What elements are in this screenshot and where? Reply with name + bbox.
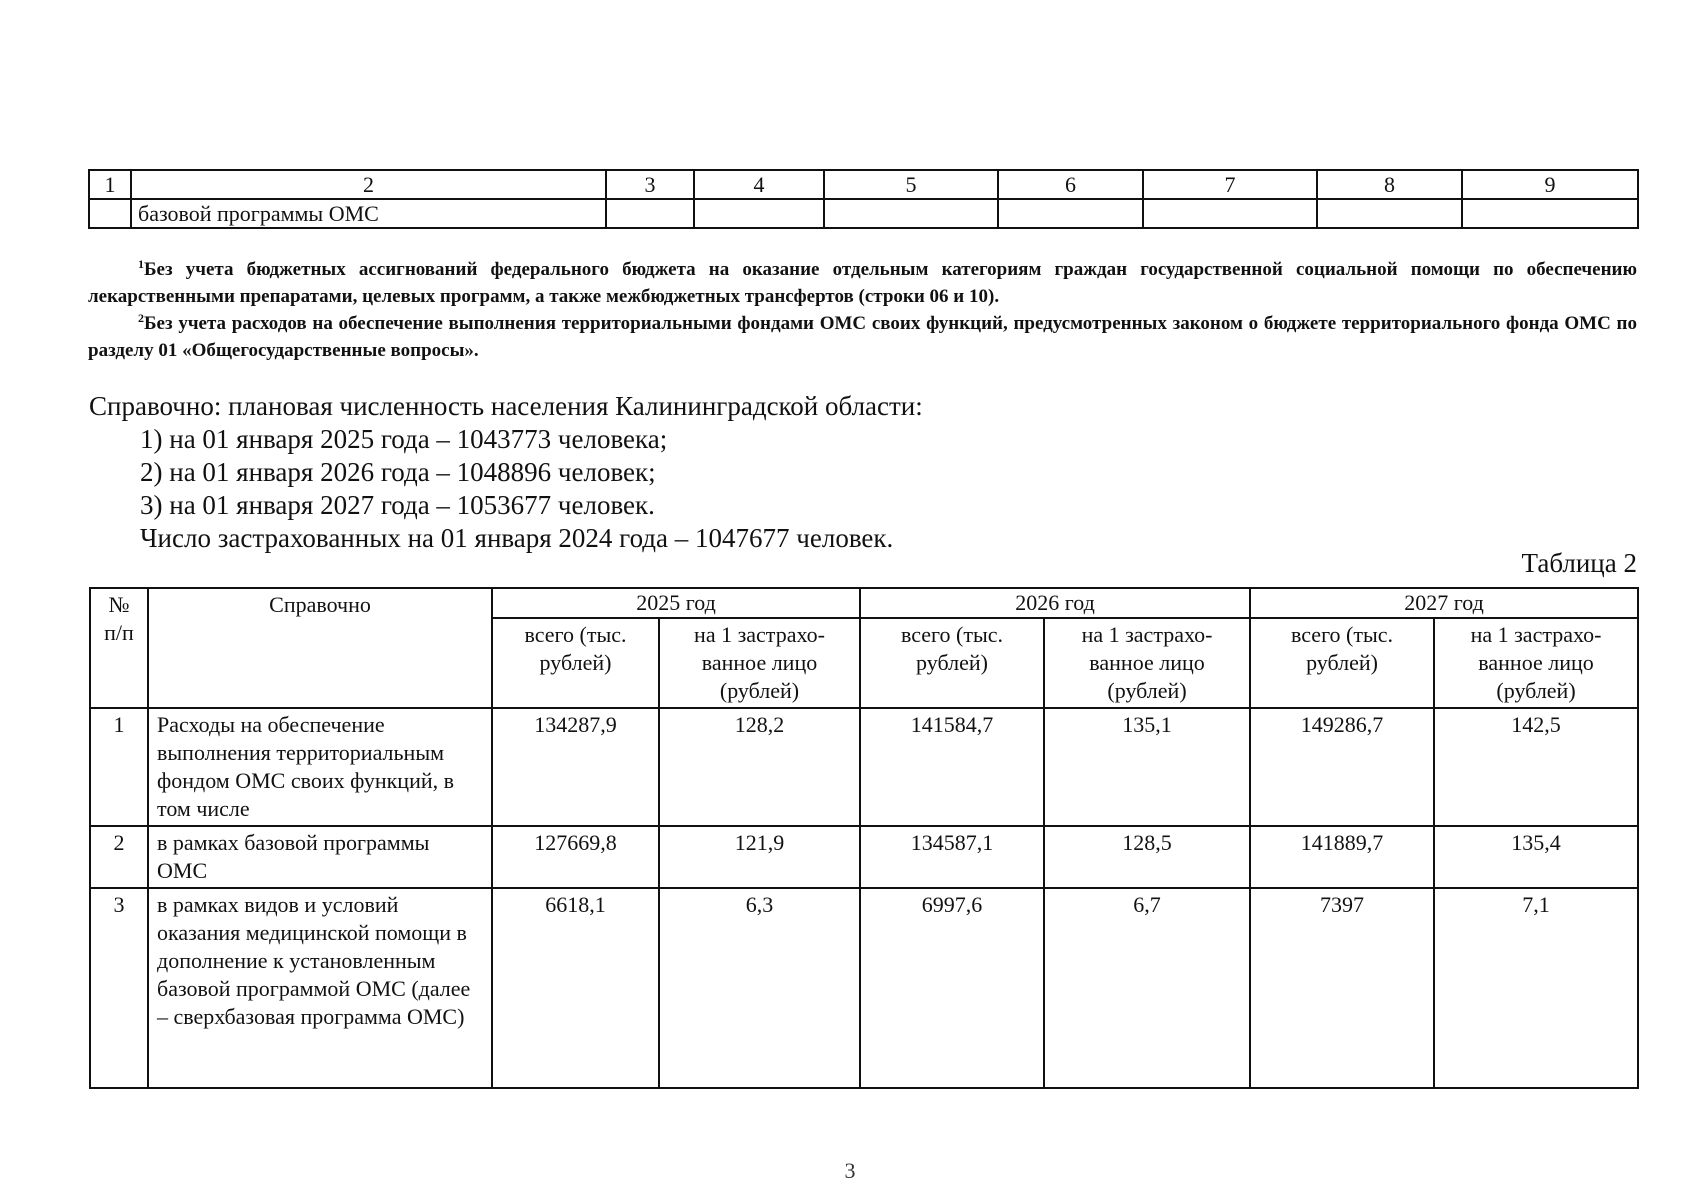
row-number: 1 <box>90 708 148 826</box>
column-header-per-insured: на 1 застрахо-ванное лицо (рублей) <box>659 618 860 708</box>
column-header-total: всего (тыс. рублей) <box>492 618 659 708</box>
value-cell: 121,9 <box>659 826 860 888</box>
column-number: 3 <box>606 170 694 199</box>
reference-item: 3) на 01 января 2027 года – 1053677 человек. <box>140 490 655 520</box>
table-cell <box>606 199 694 228</box>
footnote-mark: 1 <box>138 257 144 271</box>
column-number: 4 <box>694 170 824 199</box>
column-number: 7 <box>1143 170 1317 199</box>
reference-table <box>89 587 1639 1089</box>
value-cell: 6,7 <box>1044 888 1250 1088</box>
table-cell <box>1462 199 1638 228</box>
value-cell: 127669,8 <box>492 826 659 888</box>
value-cell: 134287,9 <box>492 708 659 826</box>
value-cell: 6618,1 <box>492 888 659 1088</box>
column-header-per-insured: на 1 застрахо-ванное лицо (рублей) <box>1434 618 1638 708</box>
column-header-total: всего (тыс. рублей) <box>1250 618 1434 708</box>
reference-item: 2) на 01 января 2026 года – 1048896 человек; <box>140 457 656 487</box>
header-row <box>90 588 1638 618</box>
value-cell: 135,4 <box>1434 826 1638 888</box>
table-row <box>89 199 1638 228</box>
footnote-1 <box>88 256 1637 310</box>
value-cell: 142,5 <box>1434 708 1638 826</box>
column-header-total: всего (тыс. рублей) <box>860 618 1044 708</box>
table-cell: базовой программы ОМС <box>131 199 606 228</box>
table-cell <box>998 199 1143 228</box>
table-cell <box>1317 199 1462 228</box>
table-caption: Таблица 2 <box>1521 548 1637 578</box>
column-number: 1 <box>89 170 131 199</box>
table-row <box>90 708 1638 826</box>
table-row <box>90 888 1638 1088</box>
column-number: 5 <box>824 170 998 199</box>
table-cell <box>694 199 824 228</box>
continuation-table <box>88 169 1639 229</box>
column-number-row <box>89 170 1638 199</box>
column-header-per-insured: на 1 застрахо-ванное лицо (рублей) <box>1044 618 1250 708</box>
value-cell: 149286,7 <box>1250 708 1434 826</box>
footnote-text: Без учета расходов на обеспечение выполнения территориальными фондами ОМС своих функций, предусмотренных законом о бюджете территориального фонда ОМС по разделу 01 «Общегосударственные вопросы». <box>88 313 1637 361</box>
value-cell: 128,5 <box>1044 826 1250 888</box>
reference-heading: Справочно: плановая численность населения Калининградской области: <box>89 391 923 421</box>
footnote-mark: 2 <box>138 311 144 325</box>
row-name: в рамках видов и условий оказания медицинской помощи в дополнение к установленным базовой программой ОМС (далее – сверхбазовая программа ОМС) <box>148 888 492 1088</box>
value-cell: 141889,7 <box>1250 826 1434 888</box>
footnote-text: Без учета бюджетных ассигнований федерального бюджета на оказание отдельным категориям граждан государственной социальной помощи по обеспечению лекарственными препаратами, целевых программ, а также межбюджетных трансфертов (строки 06 и 10). <box>88 259 1637 307</box>
row-name: Расходы на обеспечение выполнения территориальным фондом ОМС своих функций, в том числе <box>148 708 492 826</box>
value-cell: 135,1 <box>1044 708 1250 826</box>
column-number: 9 <box>1462 170 1638 199</box>
column-number: 8 <box>1317 170 1462 199</box>
row-number: 2 <box>90 826 148 888</box>
value-cell: 134587,1 <box>860 826 1044 888</box>
page-number: 3 <box>844 1158 856 1183</box>
year-header: 2025 год <box>492 588 860 618</box>
value-cell: 6,3 <box>659 888 860 1088</box>
year-header: 2027 год <box>1250 588 1638 618</box>
reference-item: 1) на 01 января 2025 года – 1043773 человека; <box>140 424 668 454</box>
column-header-number: № п/п <box>90 588 148 708</box>
table-cell <box>824 199 998 228</box>
year-header: 2026 год <box>860 588 1250 618</box>
table-cell <box>89 199 131 228</box>
footnote-2 <box>88 310 1637 364</box>
column-number: 6 <box>998 170 1143 199</box>
value-cell: 7397 <box>1250 888 1434 1088</box>
column-number: 2 <box>131 170 606 199</box>
table-cell <box>1143 199 1317 228</box>
row-number: 3 <box>90 888 148 1088</box>
value-cell: 7,1 <box>1434 888 1638 1088</box>
table-row <box>90 826 1638 888</box>
value-cell: 141584,7 <box>860 708 1044 826</box>
value-cell: 128,2 <box>659 708 860 826</box>
row-name: в рамках базовой программы ОМС <box>148 826 492 888</box>
value-cell: 6997,6 <box>860 888 1044 1088</box>
insured-count: Число застрахованных на 01 января 2024 года – 1047677 человек. <box>140 523 894 553</box>
column-header-name: Справочно <box>148 588 492 708</box>
